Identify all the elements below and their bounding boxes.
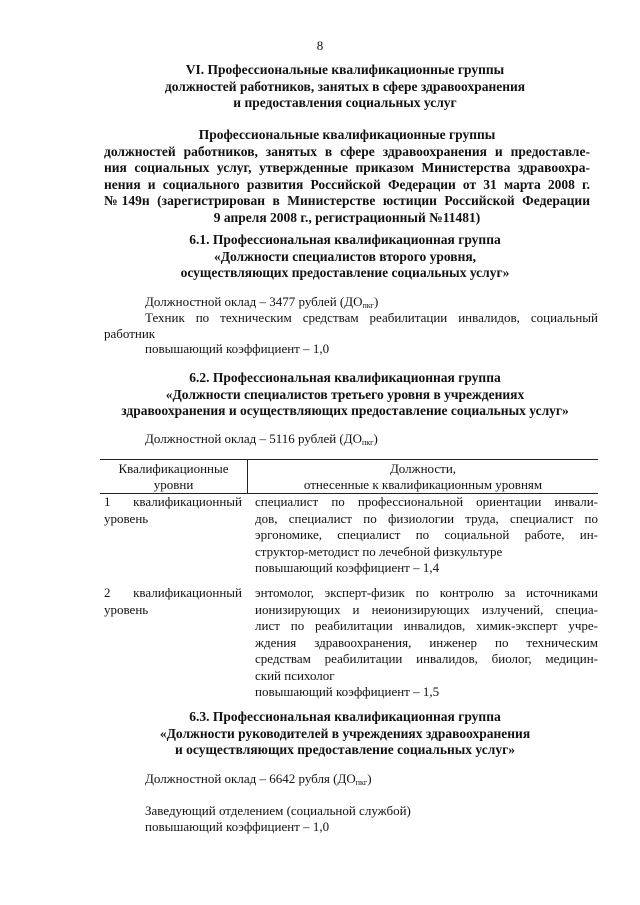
positions-line: ский психолог [255, 667, 335, 683]
heading-line: «Должности специалистов второго уровня, [213, 248, 477, 264]
level-text: 2 квалификационный [104, 585, 242, 600]
table-row-level [104, 494, 242, 527]
section-title-line: VI. Профессиональные квалификационные группы [185, 62, 505, 77]
positions-line: средствам реабилитации инвалидов, биолог, медицин- [255, 651, 598, 666]
salary-text: Должностной оклад – 5116 рублей (ДО [145, 431, 363, 446]
salary-text: Должностной оклад – 3477 рублей (ДО [145, 294, 363, 309]
table-row-positions [255, 494, 598, 577]
intro-line-last: 9 апреля 2008 г., регистрационный №11481) [213, 209, 481, 225]
salary-text: Должностной оклад – 6642 рубля (ДО [145, 771, 356, 786]
positions-line: энтомолог, эксперт-физик по контролю за источниками [255, 585, 598, 600]
salary-subscript: пкг [362, 438, 374, 447]
group-6-2-heading [100, 370, 590, 420]
positions-line: ионизирующих и неионизирующих излучений, специа- [255, 601, 598, 617]
table-row-positions [255, 585, 598, 701]
group-6-3-position: Заведующий отделением (социальной службой) [145, 803, 411, 818]
salary-close: ) [373, 431, 378, 446]
group-6-1-position-line: Техник по техническим средствам реабилитации инвалидов, социальный [145, 310, 598, 325]
intro-block [104, 127, 590, 226]
heading-line: здравоохранения и осуществляющих предоставление социальных услуг» [121, 403, 569, 418]
salary-close: ) [367, 771, 372, 786]
group-6-2-salary [145, 431, 378, 452]
level-text: уровень [104, 601, 149, 617]
header-text: отнесенные к квалификационным уровням [303, 477, 543, 492]
table-header-levels [100, 461, 247, 493]
positions-line: эргономике, специалист по социальной работе, ин- [255, 527, 598, 542]
heading-line: 6.1. Профессиональная квалификационная группа [189, 232, 501, 247]
group-6-3-heading [100, 709, 590, 759]
level-text: 1 квалификационный [104, 494, 242, 509]
group-6-1-heading [100, 232, 590, 282]
salary-close: ) [373, 294, 379, 309]
positions-line: лист по реабилитации инвалидов, химик-эксперт учре- [255, 618, 598, 633]
heading-line: осуществляющих предоставление социальных услуг» [180, 265, 510, 280]
table-top-rule [100, 459, 598, 460]
section-title-line: и предоставления социальных услуг [233, 95, 457, 110]
row-coefficient: повышающий коэффициент – 1,4 [255, 560, 440, 575]
page-number: 8 [316, 38, 324, 53]
level-text: уровень [104, 510, 149, 526]
heading-line: 6.3. Профессиональная квалификационная группа [189, 709, 501, 724]
salary-subscript: пкг [362, 301, 374, 310]
header-text: Должности, [389, 461, 457, 476]
header-text: уровни [153, 477, 194, 492]
group-6-1-position-line: работник [104, 326, 156, 341]
table-row-level [104, 585, 242, 618]
heading-line: и осуществляющих предоставление социальных услуг» [175, 742, 515, 757]
salary-subscript: пкг [355, 778, 368, 787]
section-title-line: должностей работников, занятых в сфере здравоохранения [164, 78, 526, 94]
group-6-3-salary [145, 771, 372, 792]
positions-line: структор-методист по лечебной физкультуре [255, 543, 503, 559]
intro-line: нения и социального развития Российской Федерации от 31 марта 2008 г. [104, 176, 590, 192]
heading-line: «Должности специалистов третьего уровня в учреждениях [165, 386, 525, 402]
heading-line: «Должности руководителей в учреждениях здравоохранения [159, 725, 531, 741]
intro-line: должностей работников, занятых в сфере здравоохранения и предоставле- [104, 143, 590, 159]
group-6-3-coefficient: повышающий коэффициент – 1,0 [145, 819, 330, 834]
header-text: Квалификационные [118, 461, 229, 476]
intro-line: ния социальных услуг, утвержденные приказом Министерства здравоохра- [104, 160, 590, 175]
intro-title: Профессиональные квалификационные группы [198, 127, 496, 142]
intro-line: №149н (зарегистрирован в Министерстве юстиции Российской Федерации [104, 193, 590, 208]
section-title [100, 62, 590, 112]
positions-line: дов, специалист по физиологии труда, специалист по [255, 510, 598, 526]
row-coefficient: повышающий коэффициент – 1,5 [255, 684, 440, 699]
positions-line: ждения здравоохранения, инженер по техническим [255, 634, 598, 650]
table-header-positions [248, 461, 598, 493]
positions-line: специалист по профессиональной ориентации инвали- [255, 494, 598, 509]
group-6-1-coefficient: повышающий коэффициент – 1,0 [145, 341, 330, 356]
heading-line: 6.2. Профессиональная квалификационная группа [189, 370, 501, 385]
